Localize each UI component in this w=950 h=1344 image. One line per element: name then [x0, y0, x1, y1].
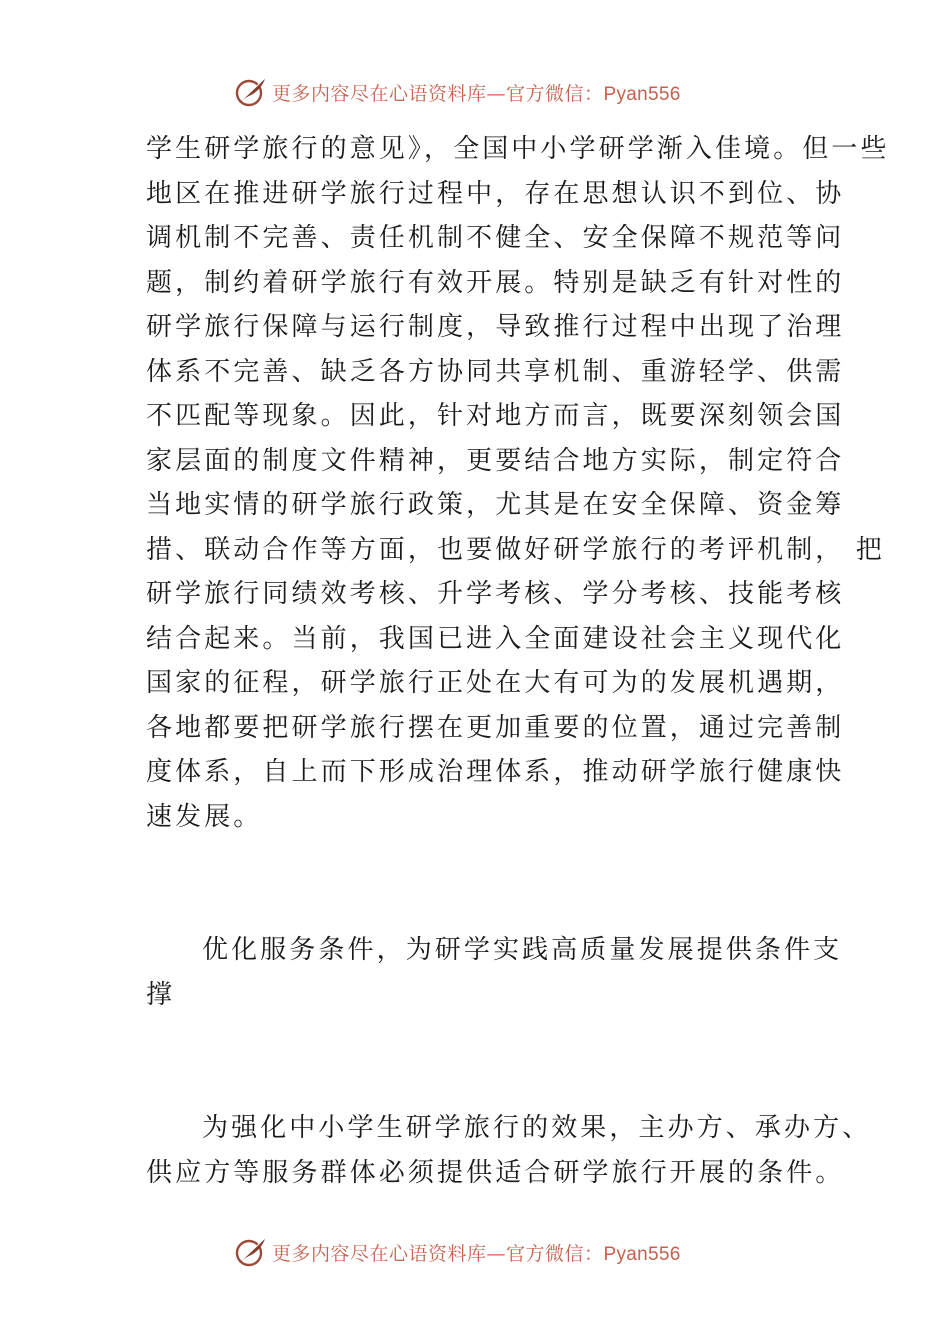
banner-text-en: Pyan556: [603, 1243, 681, 1265]
text-line: 结合起来。当前，我国已进入全面建设社会主义现代化: [146, 623, 845, 654]
text-line: 题，制约着研学旅行有效开展。特别是缺乏有针对性的: [146, 267, 845, 298]
heading-line: 优化服务条件，为研学实践高质量发展提供条件支: [202, 935, 843, 965]
text-line: 不匹配等现象。因此，针对地方而言，既要深刻领会国: [146, 401, 845, 431]
paragraph-1: [146, 127, 890, 839]
text-line: 学生研学旅行的意见》，全国中小学研学渐入佳境。但一些: [146, 134, 890, 164]
section-heading: [146, 928, 843, 1017]
text-line: 速发展。: [146, 801, 263, 832]
text-line: 研学旅行保障与运行制度，导致推行过程中出现了治理: [146, 312, 845, 342]
text-line: 各地都要把研学旅行摆在更加重要的位置，通过完善制: [146, 712, 845, 743]
paragraph-gap: [146, 1062, 826, 1107]
text-line: 调机制不完善、责任机制不健全、安全保障不规范等问: [146, 223, 845, 253]
header-banner: [232, 72, 732, 112]
paragraph-2: [146, 1106, 872, 1195]
paragraph-gap: [146, 1017, 826, 1062]
text-line: 地区在推进研学旅行过程中，存在思想认识不到位、协: [146, 178, 845, 209]
text-line: 供应方等服务群体必须提供适合研学旅行开展的条件。: [146, 1157, 845, 1188]
paragraph-gap: [146, 884, 826, 929]
text-line: 体系不完善、缺乏各方协同共享机制、重游轻学、供需: [146, 356, 845, 387]
text-line: 为强化中小学生研学旅行的效果，主办方、承办方、: [202, 1113, 872, 1143]
banner-text-cn: 更多内容尽在心语资料库—官方微信：: [272, 1242, 604, 1265]
banner-text: [272, 1239, 681, 1266]
text-line: 措、联动合作等方面，也要做好研学旅行的考评机制， 把: [146, 534, 885, 565]
paragraph-gap: [146, 839, 826, 884]
document-body: [146, 127, 890, 1195]
text-line: 家层面的制度文件精神，更要结合地方实际，制定符合: [146, 445, 845, 476]
text-line: 当地实情的研学旅行政策，尤其是在安全保障、资金筹: [146, 490, 845, 520]
text-line: 国家的征程，研学旅行正处在大有可为的发展机遇期，: [146, 668, 845, 698]
heading-line: 撑: [146, 979, 176, 1010]
footer-banner: [232, 1232, 732, 1272]
banner-text-en: Pyan556: [603, 83, 681, 105]
text-line: 研学旅行同绩效考核、升学考核、学分考核、技能考核: [146, 579, 845, 609]
feather-quill-logo-icon: [232, 74, 268, 110]
banner-text: [272, 79, 681, 106]
banner-text-cn: 更多内容尽在心语资料库—官方微信：: [272, 82, 604, 105]
feather-quill-logo-icon: [232, 1234, 268, 1270]
text-line: 度体系，自上而下形成治理体系，推动研学旅行健康快: [146, 757, 845, 787]
